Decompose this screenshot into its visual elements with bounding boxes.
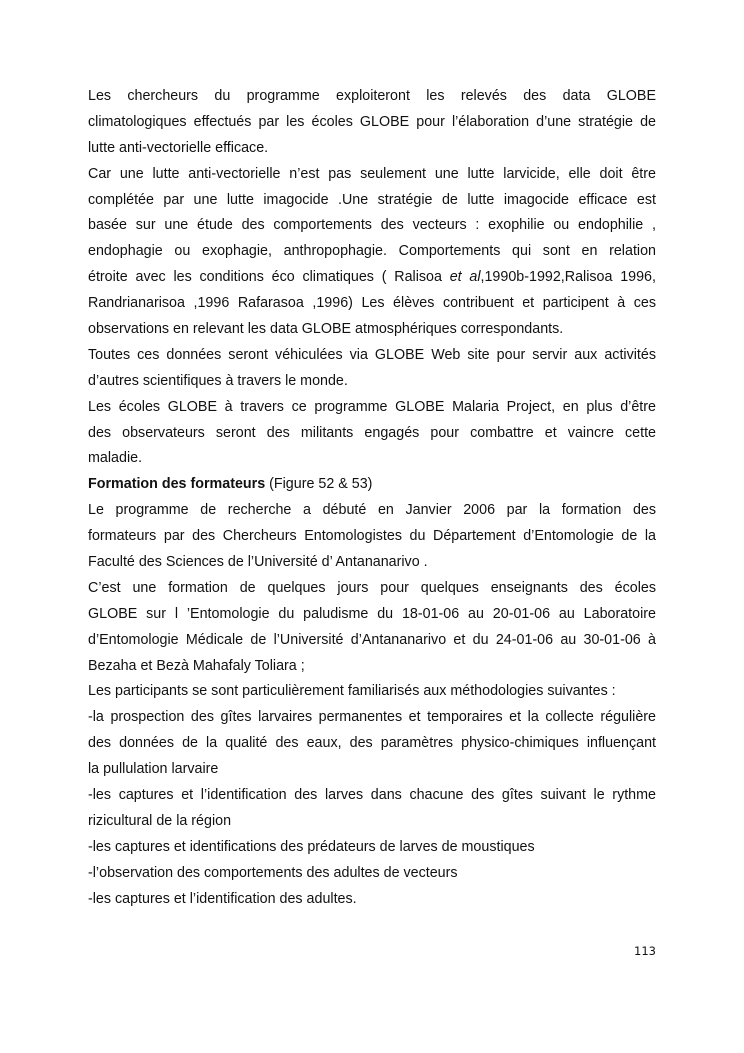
paragraph-5-line-3: Faculté des Sciences de l’Université d’ Antananarivo . bbox=[88, 554, 428, 571]
list-item-2-line-1: -les captures et l’identification des larves dans chacune des gîtes suivant le rythme bbox=[88, 787, 656, 804]
paragraph-1-line-2: climatologiques effectués par les écoles GLOBE pour l’élaboration d’une stratégie de bbox=[88, 113, 656, 130]
citation-et-al: et al bbox=[449, 269, 481, 286]
paragraph-2-line-5 bbox=[88, 265, 656, 291]
section-heading bbox=[88, 472, 656, 498]
list-item-3: -les captures et identifications des prédateurs de larves de moustiques bbox=[88, 838, 535, 855]
list-item-2-line-2: rizicultural de la région bbox=[88, 812, 232, 829]
paragraph-6-line-2: GLOBE sur l ’Entomologie du paludisme du 18-01-06 au 20-01-06 au Laboratoire bbox=[88, 605, 656, 622]
paragraph-5-line-2: formateurs par des Chercheurs Entomologistes du Département d’Entomologie de la bbox=[88, 528, 656, 545]
paragraph-6-line-3: d’Entomologie Médicale de l’Université d’Antananarivo et du 24-01-06 au 30-01-06 à bbox=[88, 631, 656, 648]
section-heading-title: Formation des formateurs bbox=[88, 476, 266, 493]
paragraph-2-line-4: endophagie ou exophagie, anthropophagie. Comportements qui sont en relation bbox=[88, 243, 656, 260]
paragraph-4-line-3: maladie. bbox=[88, 450, 143, 467]
list-item-1-line-3: la pullulation larvaire bbox=[88, 761, 219, 778]
paragraph-6-line-1: C’est une formation de quelques jours pour quelques enseignants des écoles bbox=[88, 579, 656, 596]
paragraph-2-line-1: Car une lutte anti-vectorielle n’est pas seulement une lutte larvicide, elle doit être bbox=[88, 165, 656, 182]
paragraph-1-line-1: Les chercheurs du programme exploiteront les relevés des data GLOBE bbox=[88, 88, 656, 104]
paragraph-7-line-1: Les participants se sont particulièrement familiarisés aux méthodologies suivantes : bbox=[88, 683, 616, 700]
list-item-1-line-2: des données de la qualité des eaux, des paramètres physico-chimiques influençant bbox=[88, 735, 656, 752]
paragraph-2-line-7: observations en relevant les data GLOBE atmosphériques correspondants. bbox=[88, 321, 564, 338]
paragraph-4-line-1: Les écoles GLOBE à travers ce programme GLOBE Malaria Project, en plus d’être bbox=[88, 398, 656, 415]
citation-text-before: étroite avec les conditions éco climatiques ( Ralisoa bbox=[88, 269, 450, 286]
paragraph-2-line-6: Randrianarisoa ,1996 Rafarasoa ,1996) Les élèves contribuent et participent à ces bbox=[88, 295, 656, 312]
paragraph-4-line-2: des observateurs seront des militants engagés pour combattre et vaincre cette bbox=[88, 424, 656, 441]
paragraph-5-line-1: Le programme de recherche a débuté en Janvier 2006 par la formation des bbox=[88, 502, 656, 519]
paragraph-3-line-1: Toutes ces données seront véhiculées via GLOBE Web site pour servir aux activités bbox=[88, 346, 656, 363]
list-item-1-line-1: -la prospection des gîtes larvaires permanentes et temporaires et la collecte régulière bbox=[88, 709, 656, 726]
paragraph-3-line-2: d’autres scientifiques à travers le monde. bbox=[88, 372, 348, 389]
citation-text-after: ,1990b-1992,Ralisoa 1996, bbox=[480, 269, 656, 286]
paragraph-2-line-3: basée sur une étude des comportements des vecteurs : exophilie ou endophilie , bbox=[88, 217, 656, 234]
list-item-5: -les captures et l’identification des adultes. bbox=[88, 890, 357, 907]
document-body bbox=[88, 84, 656, 913]
list-item-4: -l’observation des comportements des adultes de vecteurs bbox=[88, 864, 458, 881]
paragraph-1-line-3: lutte anti-vectorielle efficace. bbox=[88, 139, 269, 156]
page-number: 113 bbox=[634, 944, 656, 958]
paragraph-6-line-4: Bezaha et Bezà Mahafaly Toliara ; bbox=[88, 657, 305, 674]
section-heading-figure-ref: (Figure 52 & 53) bbox=[265, 476, 373, 493]
paragraph-2-line-2: complétée par une lutte imagocide .Une stratégie de lutte imagocide efficace est bbox=[88, 191, 656, 208]
